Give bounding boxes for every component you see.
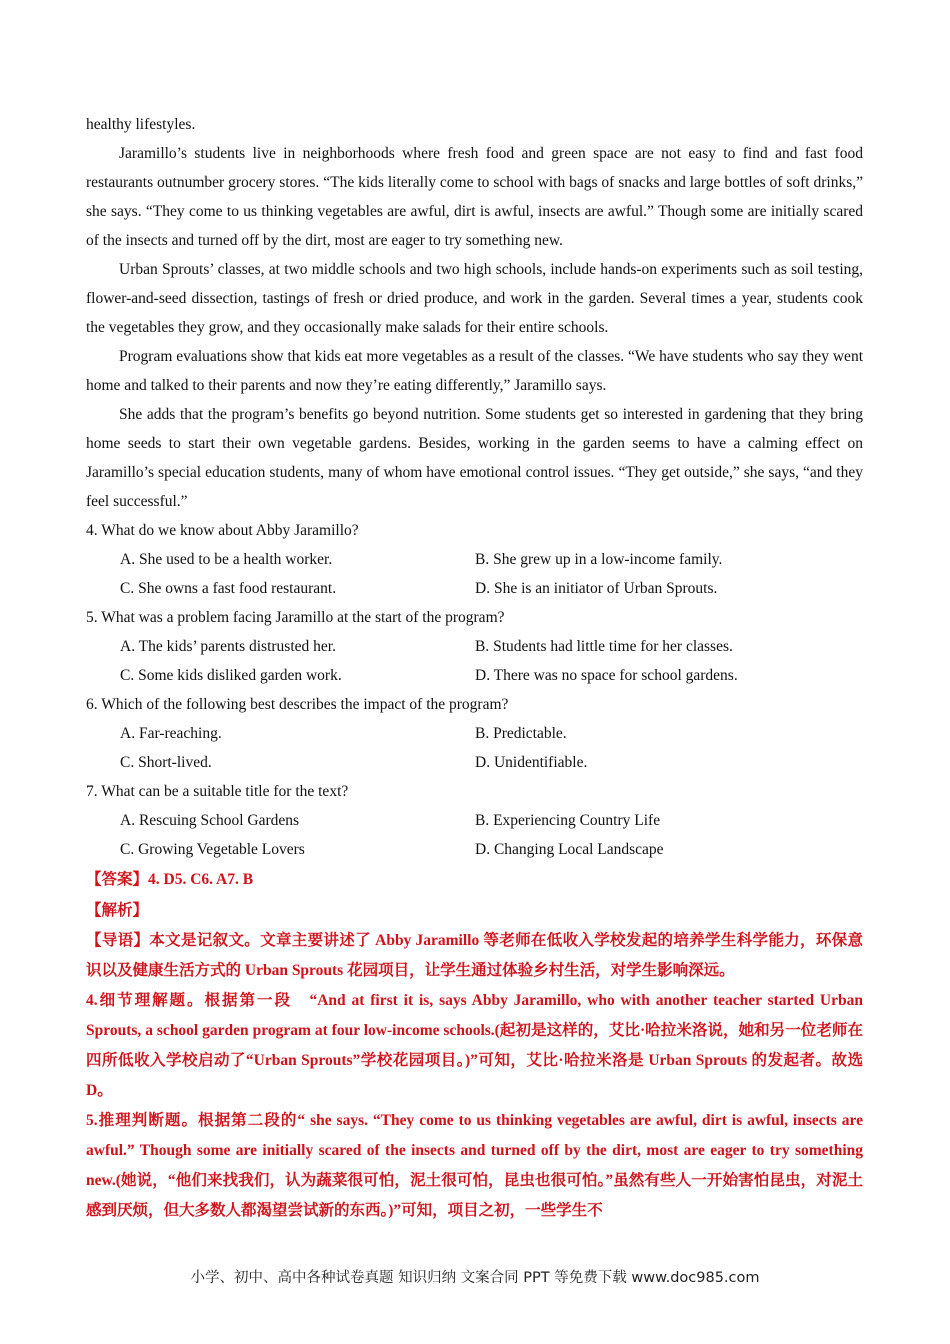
passage-paragraph-1: Jaramillo’s students live in neighborhoods where fresh food and green space are not easy to find and fast food restaurants outnumber grocery stores. “The kids literally come to school with bags of snacks and large bottles of soft drinks,” she says. “They come to us thinking vegetables are awful, dirt is awful, insects are awful.” Though some are initially scared of the insects and turned off by the dirt, most are eager to try something new. <box>86 145 863 249</box>
question-stem: 4. What do we know about Abby Jaramillo? <box>86 522 359 539</box>
option-b: B. Predictable. <box>475 725 567 742</box>
option-a: A. The kids’ parents distrusted her. <box>120 638 336 655</box>
passage-paragraph-2: Urban Sprouts’ classes, at two middle schools and two high schools, include hands-on experiments such as soil testing, flower-and-seed dissection, tastings of fresh or dried produce, and work in the garden. Several times a year, students cook the vegetables they grow, and they occasionally make salads for their entire schools. <box>86 261 863 336</box>
passage-paragraph-3: Program evaluations show that kids eat more vegetables as a result of the classes. “We have students who say they went home and talked to their parents and now they’re eating differently,” Jaramillo says. <box>86 348 863 394</box>
option-d: D. She is an initiator of Urban Sprouts. <box>475 580 718 597</box>
option-a: A. Rescuing School Gardens <box>120 812 300 829</box>
question-4 <box>86 516 863 603</box>
option-b: B. Experiencing Country Life <box>475 812 661 829</box>
guide-text: 【导语】本文是记叙文。文章主要讲述了 Abby Jaramillo 等老师在低收入学校发起的培养学生科学能力，环保意识以及健康生活方式的 Urban Sprouts 花园项目，让学生通过体验乡村生活，对学生影响深远。 <box>86 932 863 979</box>
question-stem: 6. Which of the following best describes the impact of the program? <box>86 696 509 713</box>
passage-paragraph-4: She adds that the program’s benefits go beyond nutrition. Some students get so interested in gardening that they bring home seeds to start their own vegetable gardens. Besides, working in the garden seems to have a calming effect on Jaramillo’s special education students, many of whom have emotional control issues. “They get outside,” she says, “and they feel successful.” <box>86 406 863 510</box>
passage-paragraph-0: healthy lifestyles. <box>86 116 196 133</box>
option-d: D. Unidentifiable. <box>475 754 588 771</box>
option-b: B. Students had little time for her classes. <box>475 638 733 655</box>
question-6 <box>86 690 863 777</box>
question-stem: 5. What was a problem facing Jaramillo at the start of the program? <box>86 609 505 626</box>
question-7 <box>86 777 863 864</box>
option-d: D. Changing Local Landscape <box>475 841 664 858</box>
document-page <box>86 110 863 1226</box>
page-footer: 小学、初中、高中各种试卷真题 知识归纳 文案合同 PPT 等免费下载 www.doc985.com <box>190 1270 760 1286</box>
option-a: A. Far-reaching. <box>120 725 222 742</box>
analysis-q5: 5.推理判断题。根据第二段的“ she says. “They come to us thinking vegetables are awful, dirt is awful, insects are awful.” Though some are initially scared of the insects and turned off by the dirt, most are eager to try something new.(她说，“他们来找我们，认为蔬菜很可怕，泥土很可怕，昆虫也很可怕。”虽然有些人一开始害怕昆虫，对泥土感到厌烦，但大多数人都渴望尝试新的东西。)”可知，项目之初，一些学生不 <box>86 1112 863 1219</box>
analysis-q4: 4.细节理解题。根据第一段 “And at first it is, says Abby Jaramillo, who with another teacher started Urban Sprouts, a school garden program at four low-income schools.(起初是这样的，艾比·哈拉米洛说，她和另一位老师在四所低收入学校启动了“Urban Sprouts”学校花园项目。)”可知，艾比·哈拉米洛是 Urban Sprouts 的发起者。故选 D。 <box>86 992 863 1099</box>
question-stem: 7. What can be a suitable title for the text? <box>86 783 349 800</box>
analysis-label: 【解析】 <box>86 902 149 919</box>
option-c: C. Growing Vegetable Lovers <box>120 841 305 858</box>
option-c: C. Some kids disliked garden work. <box>120 667 342 684</box>
option-a: A. She used to be a health worker. <box>120 551 333 568</box>
option-c: C. Short-lived. <box>120 754 212 771</box>
question-5 <box>86 603 863 690</box>
option-d: D. There was no space for school gardens. <box>475 667 738 684</box>
option-b: B. She grew up in a low-income family. <box>475 551 723 568</box>
answer-key: 【答案】4. D5. C6. A7. B <box>86 871 254 888</box>
option-c: C. She owns a fast food restaurant. <box>120 580 337 597</box>
